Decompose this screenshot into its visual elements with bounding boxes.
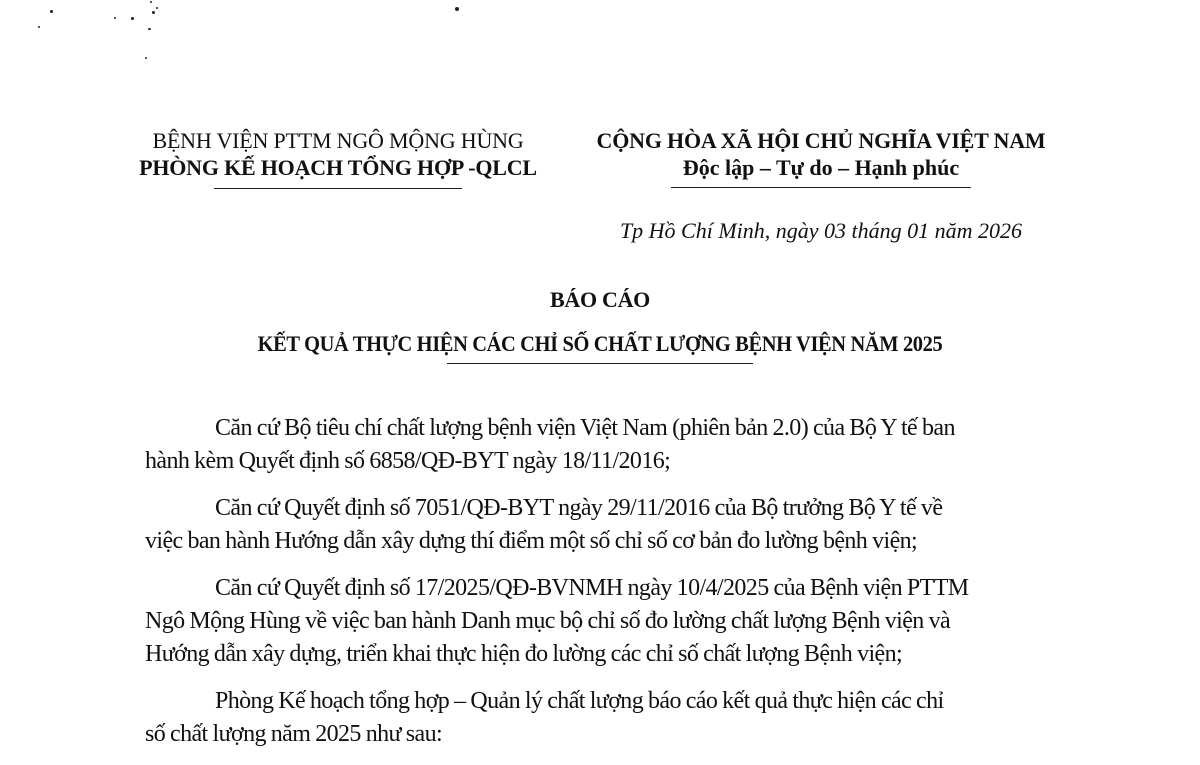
header-left-underline [214,188,462,189]
paragraph-line: Căn cứ Quyết định số 17/2025/QĐ-BVNMH ngày 10/4/2025 của Bệnh viện PTTM [215,575,969,601]
scan-speck [156,7,158,9]
paragraph-line: Căn cứ Quyết định số 7051/QĐ-BYT ngày 29/11/2016 của Bộ trưởng Bộ Y tế về [215,495,943,521]
scan-speck [50,10,53,13]
header-right-underline [671,187,971,188]
department-name: PHÒNG KẾ HOẠCH TỔNG HỢP -QLCL [139,155,537,180]
organization-name: BỆNH VIỆN PTTM NGÔ MỘNG HÙNG [152,128,524,153]
scan-speck [150,1,152,3]
paragraph-line: việc ban hành Hướng dẫn xây dựng thí điểm một số chỉ số cơ bản đo lường bệnh viện; [145,528,918,554]
document-type: BÁO CÁO [550,287,650,312]
scan-speck [455,7,459,11]
scan-speck [152,11,155,14]
title-underline [447,363,753,364]
paragraph-line: Căn cứ Bộ tiêu chí chất lượng bệnh viện Việt Nam (phiên bản 2.0) của Bộ Y tế ban [215,415,955,441]
paragraph-basis-2 [145,492,1065,558]
paragraph-line: số chất lượng năm 2025 như sau: [145,721,443,747]
scan-speck [145,57,147,59]
paragraph-line: Ngô Mộng Hùng về việc ban hành Danh mục bộ chỉ số đo lường chất lượng Bệnh viện và [145,608,951,634]
header-right [574,127,1068,188]
document-subject: KẾT QUẢ THỰC HIỆN CÁC CHỈ SỐ CHẤT LƯỢNG BỆNH VIỆN NĂM 2025 [257,331,943,356]
paragraph-basis-3 [145,572,1065,671]
document-body [145,412,1065,765]
country-name: CỘNG HÒA XÃ HỘI CHỦ NGHĨA VIỆT NAM [596,128,1046,153]
header-left [108,127,568,189]
paragraph-line: Phòng Kế hoạch tổng hợp – Quản lý chất lượng báo cáo kết quả thực hiện các chỉ [215,688,944,714]
paragraph-report-intro [145,685,1065,751]
national-motto: Độc lập – Tự do – Hạnh phúc [682,155,960,180]
place-date: Tp Hồ Chí Minh, ngày 03 tháng 01 năm 2026 [619,218,1023,243]
paragraph-basis-1 [145,412,1065,478]
document-title [100,285,1100,364]
scan-speck [148,28,151,30]
scan-speck [131,17,134,20]
scan-speck [38,26,40,28]
scan-speck [114,17,116,19]
paragraph-line: hành kèm Quyết định số 6858/QĐ-BYT ngày 18/11/2016; [145,448,671,474]
paragraph-line: Hướng dẫn xây dựng, triển khai thực hiện đo lường các chỉ số chất lượng Bệnh viện; [145,641,903,667]
